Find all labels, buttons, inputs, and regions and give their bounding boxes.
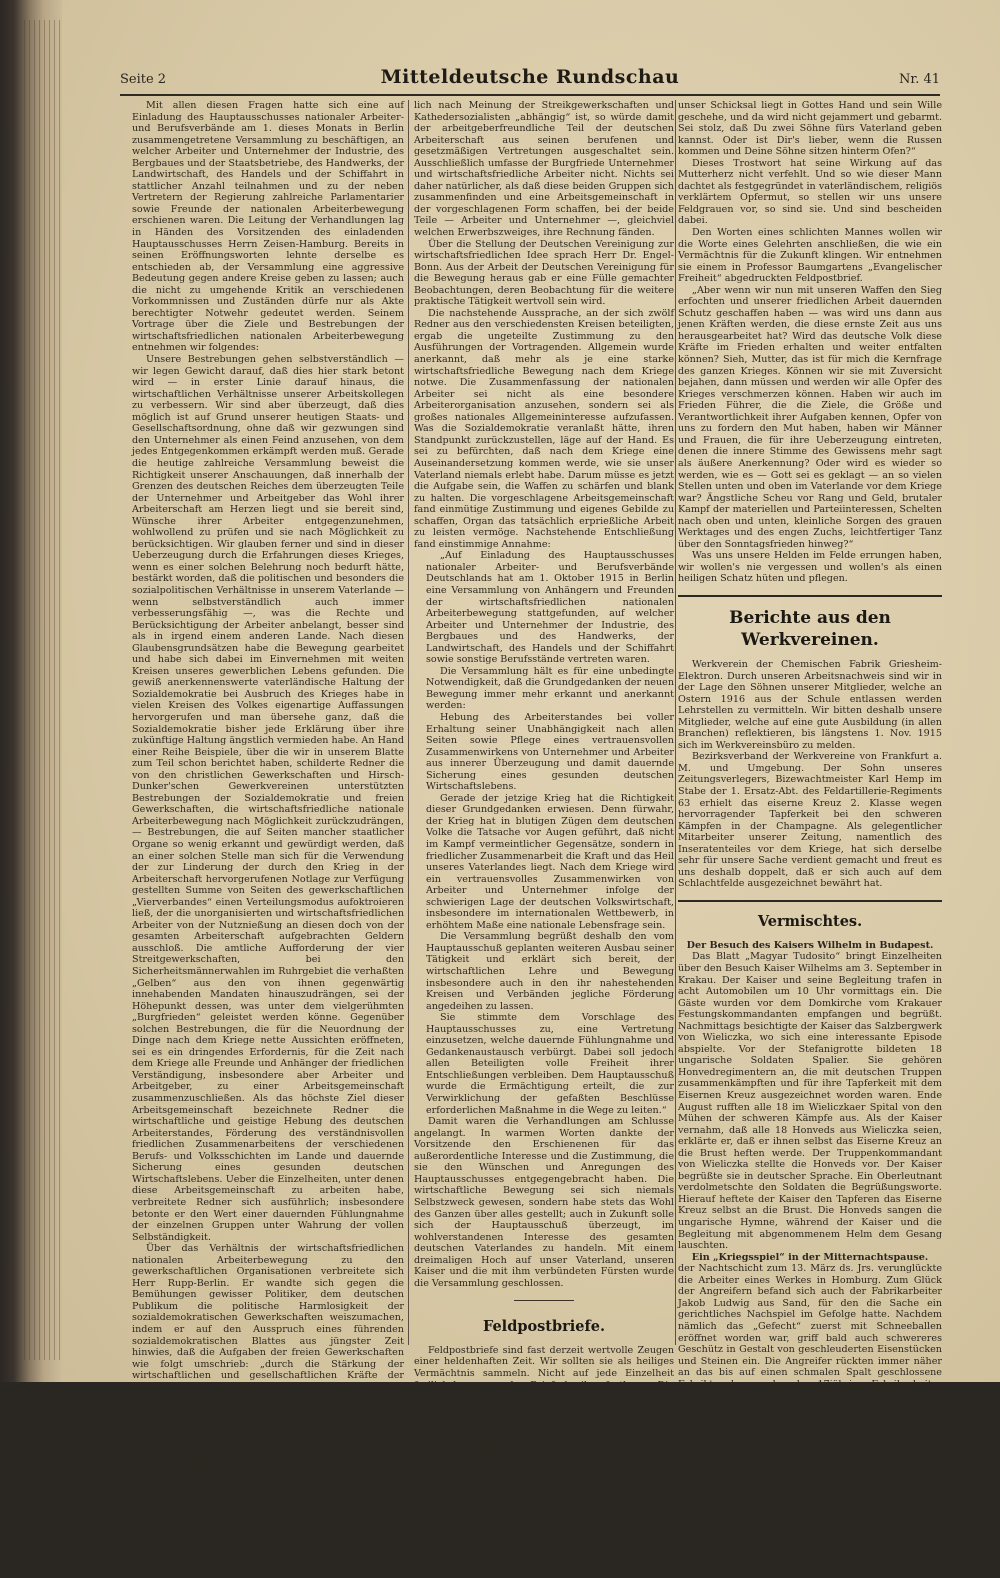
paragraph: Die nachstehende Aussprache, an der sich zwölf Redner aus den verschiedensten Kreisen beteiligten, ergab die ungeteilte Zustimmung zu den Ausführungen der Vortragenden. Allgemein wurde anerkannt, daß mehr als je eine starke wirtschaftsfriedliche Bewegung nach dem Kriege notwe. Die Zusammenfassung der nationalen Arbeiter sei nicht als eine besondere Arbeiterorganisation anzusehen, sondern sei als großes nationales Allgemeininteresse aufzufassen. Was die Sozialdemokratie veranlaßt hätte, ihren Standpunkt zurückzustellen, läge auf der Hand. Es sei zu befürchten, daß nach dem Kriege eine Auseinandersetzung kommen werde, wie sie unser Vaterland niemals erlebt habe. Darum müsse es jetzt die Aufgabe sein, die Waffen zu schärfen und blank zu halten. Die vorgeschlagene Arbeitsgemeinschaft fand einmütige Zustimmung und eigenes Gebilde zu schaffen, Organ das tatsächlich erprießliche Arbeit zu leisten vermöge. Nachstehende Entschließung fand einstimmige Annahme:: [414, 307, 674, 550]
column-rule: [675, 100, 676, 1345]
paragraph: Dieses Trostwort hat seine Wirkung auf das Mutterherz nicht verfehlt. Und so wie dieser Mann dachtet als festgegründet in vaterländischem, religiös verklärtem Opfermut, so stellen wir uns unsere Feldgrauen vor, so sind sie. Und sind bescheiden dabei.: [678, 157, 942, 227]
paragraph: Werkverein der Chemischen Fabrik Griesheim-Elektron. Durch unseren Arbeitsnachweis sind wir in der Lage den Söhnen unserer Mitglieder, welche an Ostern 1916 aus der Schule entlassen werden Lehrstellen zu vermitteln. Wir bitten deshalb unsere Mitglieder, welche auf eine gute Ausbildung (in allen Branchen) reflektieren, bis längstens 1. Nov. 1915 sich im Werkvereinsbüro zu melden.: [678, 658, 942, 751]
resolution-quote: [426, 550, 674, 1116]
separator: [414, 1295, 674, 1307]
column-1: [132, 100, 404, 1578]
paragraph: Über die Stellung der Deutschen Vereinigung zur wirtschaftsfriedlichen Idee sprach Herr Dr. Engel-Bonn. Aus der Arbeit der Deutschen Vereinigung für die Bewegung heraus gab er eine Fülle gemachter Beobachtungen, deren Beobachtung für die weitere praktische Tätigkeit wertvoll sein wird.: [414, 238, 674, 308]
separator: [678, 900, 942, 902]
newspaper-title: Mitteldeutsche Rundschau: [380, 66, 680, 88]
paragraph: „Aber wenn wir nun mit unseren Waffen den Sieg erfochten und unserer friedlichen Arbeit dauernden Schutz geschaffen haben — was wird uns dann aus jenen Kräften werden, die diese ernste Zeit aus uns herausgearbeitet hat? Wird das deutsche Volk diese Kräfte im Frieden erhalten und weiter entfalten können? Sieh, Mutter, das ist für mich die Kernfrage des ganzen Krieges. Können wir sie mit Zuversicht bejahen, dann müssen und werden wir alle Opfer des Krieges verschmerzen können. Haben wir auch im Frieden Führer, die die Ziele, die Größe und Verantwortlichkeit ihrer Aufgaben kennen, Opfer von uns zu fordern den Mut haben, haben wir Männer und Frauen, die für ihre Ueberzeugung eintreten, denen die innere Stimme des Gewissens mehr sagt als äußere Anerkennung? Oder wird es wieder so werden, wie es — Gott sei es geklagt — an so vielen Stellen unten und oben im Vaterlande vor dem Kriege war? Ängstliche Scheu vor Rang und Geld, brutaler Kampf der materiellen und Parteiinteressen, Schelten nach oben und unten, kleinliche Sorgen des grauen Werktages und des engen Zuchs, leichtfertiger Tanz über den Sonntagsfrieden hinweg?“: [678, 284, 942, 550]
paragraph: Die Versammlung begrüßt deshalb den vom Hauptausschuß geplanten weiteren Ausbau seiner Tätigkeit und erklärt sich bereit, der wirtschaftlichen Lehre und Bewegung insbesondere auch in den ihr nahestehenden Kreisen und Verbänden jegliche Förderung angedeihen zu lassen.: [426, 931, 674, 1012]
page-number: Seite 2: [120, 72, 167, 87]
paragraph: Hebung des Arbeiterstandes bei voller Erhaltung seiner Unabhängigkeit nach allen Seiten sowie Pflege eines vertrauensvollen Zusammenwirkens von Unternehmer und Arbeiter aus innerer Überzeugung und damit dauernde Sicherung eines gesunden deutschen Wirtschaftslebens.: [426, 711, 674, 793]
paragraph: der Nachtschicht zum 13. März ds. Jrs. verunglückte die Arbeiter eines Werkes in Homburg. Zum Glück der Angreifern befand sich auch der Fabrikarbeiter Jakob Ludwig aus Sand, für den die Sache ein gerichtliches Nachspiel im Gefolge hatte. Nachdem nämlich das „Gefecht“ zuerst mit Schneeballen eröffnet worden war, griff bald auch schwereres Geschütz in Gestalt von geschleuderten Eisenstücken und Steinen ein. Die Angreifer rückten immer näher an das bis auf einen schmalen Spalt geschlossene Fabriktor heran, das der 17jährige Fabrikarbeiter Krauser aus Jägersburg zum Schluß durch Herausstrecken einer glühenden Eisenstange verteidigte. Der Angeklagte Ludwig stieß aber mit einem Eisenstab in den Spalt hinein und traf dabei den Krauser so unglücklich ins rechte Auge, daß dieses sofort auslief. Nunmehr wurde das „Gefecht“ abgebrochen. Für sein Vorgehen wurde Ludwig von der Strafkammer in Zweibrücken mit 4 Monat Gefängnis bedacht. In einem zivilrechtlichen Prozeß wird: [678, 1263, 942, 1506]
column-3: [678, 100, 942, 1506]
column-2: [414, 100, 674, 1553]
paragraph: Feldpostbriefe sind fast derzeit wertvolle Zeugen einer heldenhaften Zeit. Wir sollten sie als heiliges Vermächtnis sammeln. Nicht auf jede Einzelheit freilich kann man den Briefschreiber festlegen. Die Briefe sind ja auch nicht ursprünglich für die Öffentlichkeit bestimmt. Gerade aber weil hier der Soldat so wie's ihm ums Herz ist schreibt, weil nichts Gekünsteltes, Angepaßtes, Anempfundenes darin steht, darum sind uns die Feldpostbriefe als Herzensoffenbarungen so lieb.: [414, 1344, 674, 1460]
paragraph: Den Worten eines schlichten Mannes wollen wir die Worte eines Gelehrten anschließen, die wie ein Vermächtnis für die Zukunft klingen. Wir entnehmen sie einem in Professor Baumgartens „Evangelischer Freiheit“ abgedruckten Feldpostbrief.: [678, 227, 942, 285]
paragraph: Die Versammlung hält es für eine unbedingte Notwendigkeit, daß die Grundgedanken der neuen Bewegung immer mehr erkannt und anerkannt werden:: [426, 665, 674, 712]
paragraph: Damit waren die Verhandlungen am Schlusse angelangt. In warmen Worten dankte der Vorsitzende den Erschienenen für das außerordentliche Interesse und die Zustimmung, die sie den Wünschen und Anregungen des Hauptausschusses entgegengebracht haben. Die wirtschaftliche Bewegung sei sich niemals Selbstzweck gewesen, sondern habe stets das Wohl des Ganzen über alles gestellt; auch in Zukunft solle sich der Hauptausschuß überzeugt, im wohlverstandenen Interesse des gesamten deutschen Vaterlandes zu handeln. Mit einem dreimaligen Hoch auf unser Vaterland, unseren Kaiser und die mit ihm verbündeten Fürsten wurde die Versammlung geschlossen.: [414, 1116, 674, 1289]
article-heading: Ein „Kriegsspiel“ in der Mitternachtspause.: [691, 1251, 929, 1263]
paragraph: Was uns unsere Helden im Felde errungen haben, wir wollen's nie vergessen und wollen's als einen heiligen Schatz hüten und pflegen.: [678, 550, 942, 585]
section-title-feldpostbriefe: Feldpostbriefe.: [482, 1317, 606, 1335]
page-header: [120, 66, 940, 96]
paragraph: Über das Verhältnis der wirtschaftsfriedlichen nationalen Arbeiterbewegung zu den gewerkschaftlichen Organisationen verbreitete sich Herr Rupp-Berlin. Er wandte sich gegen die Bemühungen gewisser Politiker, dem deutschen Publikum die politische Harmlosigkeit der sozialdemokratischen Gewerkschaften weiszumachen, indem er auf den Ausspruch eines führenden sozialdemokratischen Blattes aus jüngster Zeit hinwies, daß die Aufgaben der freien Gewerkschaften wie folgt umschrieb: „durch die Stärkung der wirtschaftlichen und gesellschaftlichen Kräfte der Arbeiterschaft die ökonomische Grundlage für den Aufstieg zur Macht zu schaffen.“ Demgegenüber sei es wohl billig, von dieser Seite eine Erklärung über die zukünftige Stellungnahme zu erwarten, ehe man seine eigene Stellung ändere. Die von den Streikgewerkschaften gegründete Arbeitsgemeinschaft wurde an Hand der bis jetzt zu Tage getretenen Tätigkeit besprochen, deren Höhepunkt in dem Versuche zu erblicken ist, die Gewerkschaften, die mit ihren rund drei Millionen Mitgliedern nur etwa ein Sechstel der deutschen Arbeiterschaft ausmachen, zur gesetzlichen Vertretung der gesamten Arbeiterschaft aufrücken zu lassen, gleichgültig ob die übrigen fünf Sechstel deutscher Arbeiter von ihnen etwas wissen wollen oder nicht. Da diese Anerkennung sich nur auf die „unabhängigen“ Berufsvereine beschränken soll und die wirtschaftsfriedliche Bewegung bekannt-: [132, 1243, 404, 1578]
book-binding: [0, 0, 62, 1382]
paragraph: Gerade der jetzige Krieg hat die Richtigkeit dieser Grundgedanken erwiesen. Denn fürwahr, der Krieg hat in blutigen Zügen dem deutschen Volke die Tatsache vor Augen geführt, daß nicht im Kampf vermeintlicher Gegensätze, sondern in friedlicher Zusammenarbeit die Kraft und das Heil unseres Vaterlandes liegt. Nach dem Kriege wird ein vertrauensvolles Zusammenwirken von Arbeiter und Unternehmer infolge der schwierigen Lage der deutschen Volkswirtschaft, insbesondere im internationalen Wettbewerb, in erhöhtem Maße eine nationale Lebensfrage sein.: [426, 792, 674, 931]
separator: [678, 595, 942, 597]
column-rule: [408, 100, 409, 1345]
paragraph: „Auf Einladung des Hauptausschusses nationaler Arbeiter- und Berufsverbände Deutschlands hat am 1. Oktober 1915 in Berlin eine Versammlung von Anhängern und Freunden der wirtschaftsfriedlichen nationalen Arbeiterbewegung stattgefunden, auf welcher Arbeiter und Unternehmer der Industrie, des Bergbaues und des Handwerks, der Landwirtschaft, des Handels und der Schiffahrt sowie sonstige Berufsstände vertreten waren.: [426, 550, 674, 666]
paragraph: Das Blatt „Magyar Tudosito“ bringt Einzelheiten über den Besuch Kaiser Wilhelms am 3. September in Krakau. Der Kaiser und seine Begleitung trafen in acht Automobilen um 10 Uhr vormittags ein. Die Gäste wurden vor dem Domkirche vom Krakauer Festungskommandanten empfangen und begrüßt. Nachmittags besichtigte der Kaiser das Salzbergwerk von Wieliczka, wo sich eine interessante Episode abspielte. Vor der Stefanigrotte bildeten 18 ungarische Soldaten Spalier. Sie gehören Honvedregimentern an, die mit deutschen Truppen zusammenkämpften und für ihre Tapferkeit mit dem Eisernen Kreuz ausgezeichnet worden waren. Ende August rufften alle 18 im Wieliczkaer Spital von den Mühen der schweren Kämpfe aus. Als der Kaiser vernahm, daß alle 18 Honveds aus Wieliczka seien, erklärte er, daß er ihnen selbst das Eiserne Kreuz an die Brust heften werde. Der Truppenkommandant von Wieliczka stellte die Honveds vor. Der Kaiser begrüßte sie in deutscher Sprache. Ein Oberleutnant verdolmetschte den Soldaten die Begrüßungsworte. Hierauf heftete der Kaiser den Tapferen das Eiserne Kreuz selbst an die Brust. Die Honveds sangen die ungarische Hymne, während der Kaiser und die Begleitung mit abgenommenem Helm dem Gesang lauschten.: [678, 951, 942, 1252]
section-title-werkvereine: Berichte aus den Werkvereinen.: [729, 607, 891, 650]
paragraph: „Liebe Mutter, Du schreibst, Du würdest wahnsinnig, wenn mir etwas passierte. Dafür sind wir im Krieg. Wir fürchten uns vor dem Tod nicht. Denn: [414, 1506, 674, 1553]
issue-number: Nr. 41: [899, 72, 940, 87]
paragraph: Mit allen diesen Fragen hatte sich eine auf Einladung des Hauptausschusses nationaler Arbeiter- und Berufsverbände am 1. dieses Monats in Berlin zusammengetretene Versammlung zu beschäftigen, an welcher Arbeiter und Unternehmer der Industrie, des Bergbaues und der Staatsbetriebe, des Handwerks, der Landwirtschaft, des Handels und der Schiffahrt in stattlicher Anzahl teilnahmen und zu der neben Vertretern der Regierung zahlreiche Parlamentarier sowie Freunde der nationalen Arbeiterbewegung erschienen waren. Die Leitung der Verhandlungen lag in Händen des Vorsitzenden des einladenden Hauptausschusses Herrn Zeisen-Hamburg. Bereits in seinen Eröffnungsworten lehnte derselbe es entschieden ab, der Versammlung eine aggressive Bedeutung gegen andere Kreise geben zu lassen; auch die nicht zu umgehende Kritik an verschiedenen Vorkommnissen und Zuständen dürfe nur als Akte berechtigter Notwehr gedeutet werden. Seinem Vortrage über die Ziele und Bestrebungen der wirtschaftsfriedlichen nationalen Arbeiterbewegung entnehmen wir folgendes:: [132, 100, 404, 354]
paragraph: Bezirksverband der Werkvereine von Frankfurt a. M. und Umgebung. Der Sohn unseres Zeitungsverlegers, Bizewachtmeister Karl Hemp im Stabe der 1. Ersatz-Abt. des Feldartillerie-Regiments 63 erhielt das eiserne Kreuz 2. Klasse wegen hervorragender Tapferkeit bei den schweren Kämpfen in der Champagne. Als gelegentlicher Mitarbeiter unserer Zeitung, namentlich des Inseratenteiles vor dem Kriege, hat sich derselbe sehr für unsere Sache verdient gemacht und freut es uns deshalb doppelt, daß er sich auch auf dem Schlachtfelde ausgezeichnet bewährt hat.: [678, 751, 942, 890]
page-edges: [24, 20, 60, 1360]
paragraph: Sie stimmte dem Vorschlage des Hauptausschusses zu, eine Vertretung einzusetzen, welche dauernde Fühlungnahme und Gedankenaustausch verbürgt. Dabei soll jedoch allen Beteiligten volle Freiheit ihrer Entschließungen verbleiben. Dem Hauptausschuß wurde die Ermächtigung erteilt, die zur Verwirklichung der gefaßten Beschlüsse erforderlichen Maßnahme in die Wege zu leiten.“: [426, 1012, 674, 1116]
paragraph: unser Schicksal liegt in Gottes Hand und sein Wille geschehe, und da wird nicht gejammert und gebarmt. Sei stolz, daß Du zwei Söhne fürs Vaterland geben kannst. Oder ist Dir's lieber, wenn die Russen kommen und Deine Söhne sitzen hinterm Ofen?“: [678, 100, 942, 158]
section-title-vermischtes: Vermischtes.: [757, 912, 863, 930]
paragraph: Wie klingt und wirkt z. B. über den Anlaß hinaus der Mannestrost, den ein Krieger, im Frieden ein schlichter Schlosserzgeselle, nach Hause an die zagende Mutter geschrieben hat:: [414, 1460, 674, 1506]
paragraph: Unsere Bestrebungen gehen selbstverständlich — wir legen Gewicht darauf, daß dies hier stark betont wird — in erster Linie darauf hinaus, die wirtschaftlichen Verhältnisse unserer Arbeitskollegen zu verbessern. Wir sind aber überzeugt, daß dies möglich ist auf Grund unserer heutigen Staats- und Gesellschaftsordnung, ohne daß wir gezwungen sind den Unternehmer als einen Feind anzusehen, von dem jedes Entgegenkommen erkämpft werden muß. Gerade die heutige zahlreiche Versammlung beweist die Richtigkeit unserer Anschauungen, daß innerhalb der Grenzen des deutschen Reiches dem überzeugten Teile der Unternehmer und Arbeitgeber das Wohl ihrer Arbeiterschaft am Herzen liegt und sie bereit sind, Wünsche ihrer Arbeiter entgegenzunehmen, wohlwollend zu prüfen und sie nach Möglichkeit zu berücksichtigen. Wir glauben ferner und sind in dieser Ueberzeugung durch die Erfahrungen dieses Krieges, wenn es einer solchen Belehrung noch bedurft hätte, bestärkt worden, daß die politischen und besonders die sozialpolitischen Verhältnisse in unserem Vaterlande — wenn selbstverständlich auch immer verbesserungsfähig —, was die Rechte und Berücksichtigung der Arbeiter anbelangt, besser sind als in irgend einem anderen Lande. Nach diesen Glaubensgrundsätzen habe die Bewegung gearbeitet und habe sich dabei im Einvernehmen mit weiten Kreisen unseres gewerblichen Lebens gefunden. Die gewiß anerkennenswerte vaterländische Haltung der Sozialdemokratie bei Ausbruch des Krieges habe in vielen Kreisen des Volkes eigenartige Auffassungen hervorgerufen und man übersehe ganz, daß die Sozialdemokratie bisher jede Erklärung über ihre zukünftige Haltung ängstlich vermieden habe. An Hand einer Reihe Beispiele, über die wir in unserem Blatte zum Teil schon berichtet haben, schilderte Redner die von den christlichen Gewerkschaften und Hirsch-Dunker'schen Gewerkvereinen unterstützten Bestrebungen der Sozialdemokratie und freien Gewerkschaften, die wirtschaftsfriedliche nationale Arbeiterbewegung nach Möglichkeit zurückzudrängen, — Bestrebungen, die auf Seiten mancher staatlicher Organe so wenig erkannt und gewürdigt werden, daß an einer solchen Stelle man sich für die Verwendung der zur Linderung der durch den Krieg in der Arbeiterschaft hervorgerufenen Notlage zur Verfügung gestellten Summe von Seiten des gewerkschaftlichen „Vierverbandes“ einen Verteilungsmodus aufoktroieren ließ, der die unorganisierten und wirtschaftsfriedlichen Arbeiter von der Nutznießung an diesen doch von der gesamten Arbeiterschaft aufgebrachten Geldern ausschloß. Die amtliche Aufforderung der vier Streitgewerkschaften, bei den Sicherheitsmännerwahlen im Ruhrgebiet die verhaßten „Gelben“ aus den von ihnen gegenwärtig innehabenden Mandaten hinauszudrängen, sei der Höhepunkt dessen, was unter dem vielgerühmten „Burgfrieden“ geleistet werden könne. Gegenüber solchen Bestrebungen, die für die Neuordnung der Dinge nach dem Kriege nette Aussichten eröffneten, sei es ein dringendes Erfordernis, für die Zeit nach dem Kriege alle Freunde und Anhänger der friedlichen Verständigung, insbesondere aber Arbeiter und Arbeitgeber, zu einer Arbeitsgemeinschaft zusammenzuschließen. Als das höchste Ziel dieser Arbeitsgemeinschaft bezeichnete Redner die wirtschaftliche und geistige Hebung des deutschen Arbeiterstandes, Förderung des verständnisvollen friedlichen Zusammenarbeitens der verschiedenen Berufs- und Volksschichten im Lande und dauernde Sicherung eines gesunden deutschen Wirtschaftslebens. Ueber die Einzelheiten, unter denen diese Arbeitsgemeinschaft zu arbeiten habe, verbreitete Redner sich ausführlich; insbesondere betonte er den Wert einer dauernden Fühlungnahme der einzelnen Gruppen unter Wahrung der vollen Selbständigkeit.: [132, 354, 404, 1243]
article-heading: Der Besuch des Kaisers Wilhelm in Budapest.: [686, 939, 934, 951]
paragraph: lich nach Meinung der Streikgewerkschaften und Kathedersozialisten „abhängig“ ist, so würde damit der arbeitgeberfreundliche Teil der deutschen Arbeiterschaft aus seinen berufenen und gesetzmäßigen Vertretungen ausgeschaltet sein. Ausschließlich umfasse der Burgfriede Unternehmer und wirtschaftsfriedliche Arbeiter nicht. Nichts sei daher natürlicher, als daß diese beiden Gruppen sich zusammenfinden und eine Arbeitsgemeinschaft in der vorgeschlagenen Form schaffen, bei der beide Teile — Arbeiter und Unternehmer —, gleichviel welchen Erwerbszweiges, ihre Rechnung fänden.: [414, 100, 674, 239]
